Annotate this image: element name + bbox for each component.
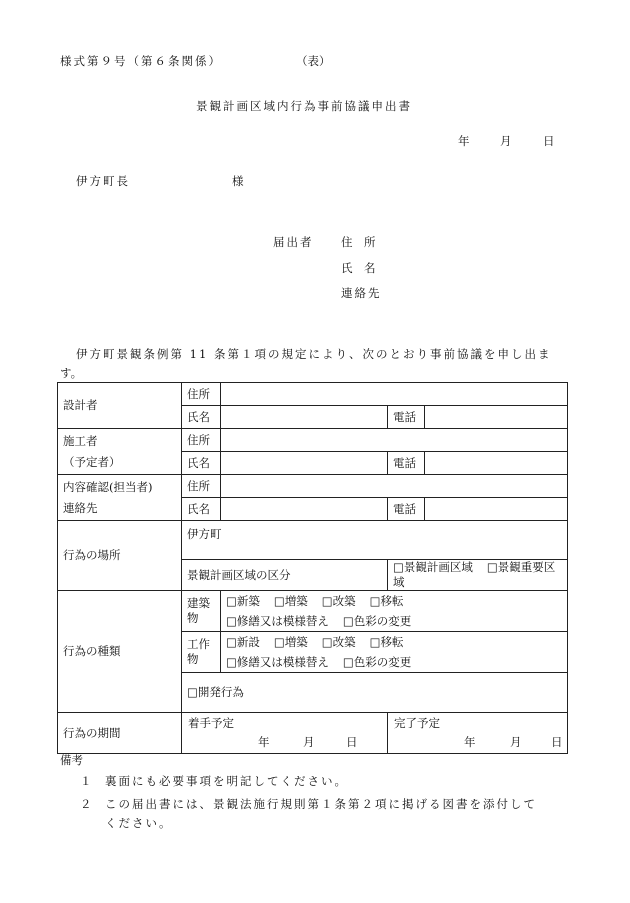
applicant-address-label: 住 所 <box>341 235 376 249</box>
note-1-text: 裏面にも必要事項を明記してください。 <box>105 774 348 788</box>
confirm-sublabel: 連絡先 <box>63 500 98 515</box>
contractor-phone-label: 電話 <box>388 452 425 475</box>
structure-rebuild-checkbox[interactable]: □改築 <box>321 635 356 649</box>
contractor-sublabel: （予定者） <box>63 454 121 469</box>
structure-label: 工作物 <box>182 632 221 673</box>
form-side-label: （表） <box>296 54 331 68</box>
building-relocation-checkbox[interactable]: □移転 <box>369 594 404 608</box>
intro-text-line1: 伊方町景観条例第 11 条第１項の規定により、次のとおり事前協議を申し出ま <box>76 347 552 361</box>
contractor-phone-field[interactable] <box>425 452 568 475</box>
contractor-address-field[interactable] <box>221 429 568 452</box>
structure-new-checkbox[interactable]: □新設 <box>226 635 260 649</box>
date-day-label: 日 <box>543 134 555 148</box>
contractor-name-label: 氏名 <box>182 452 221 475</box>
place-value[interactable]: 伊方町 <box>182 521 568 560</box>
zone-option-landscape-area[interactable]: □景観計画区域 <box>393 560 473 574</box>
contractor-label: 施工者 <box>63 433 98 448</box>
start-year-label: 年 <box>258 735 270 749</box>
form-number: 様式第９号（第６条関係） <box>60 54 222 68</box>
building-repair-checkbox[interactable]: □修繕又は模様替え <box>226 614 329 628</box>
designer-label: 設計者 <box>58 383 182 429</box>
honorific: 様 <box>232 174 244 188</box>
designer-name-field[interactable] <box>221 406 388 429</box>
note-2-text-line1: この届出書には、景観法施行規則第１条第２項に掲げる図書を添付して <box>105 797 537 811</box>
date-month-label: 月 <box>500 134 512 148</box>
structure-color-change-checkbox[interactable]: □色彩の変更 <box>342 655 412 669</box>
building-new-checkbox[interactable]: □新築 <box>226 594 260 608</box>
intro-text-line2: す。 <box>60 366 83 380</box>
confirm-label: 内容確認(担当者) <box>63 479 153 494</box>
contractor-label-cell <box>58 429 182 475</box>
end-year-label: 年 <box>464 735 476 749</box>
designer-name-label: 氏名 <box>182 406 221 429</box>
note-2-number: ２ <box>80 797 92 811</box>
structure-extension-checkbox[interactable]: □増築 <box>273 635 308 649</box>
zone-label: 景観計画区域の区分 <box>182 560 388 591</box>
confirm-address-label: 住所 <box>182 475 221 498</box>
zone-options <box>388 560 568 591</box>
building-extension-checkbox[interactable]: □増築 <box>273 594 308 608</box>
confirm-phone-field[interactable] <box>425 498 568 521</box>
zone-option-important-area[interactable]: □景観重要区域 <box>393 560 556 589</box>
confirm-name-label: 氏名 <box>182 498 221 521</box>
designer-address-label: 住所 <box>182 383 221 406</box>
notes-heading: 備考 <box>60 753 83 767</box>
development-checkbox[interactable]: □開発行為 <box>182 673 568 713</box>
designer-address-field[interactable] <box>221 383 568 406</box>
end-date-cell[interactable] <box>388 713 568 754</box>
designer-phone-label: 電話 <box>388 406 425 429</box>
building-rebuild-checkbox[interactable]: □改築 <box>321 594 356 608</box>
confirm-name-field[interactable] <box>221 498 388 521</box>
structure-relocation-checkbox[interactable]: □移転 <box>369 635 404 649</box>
period-label: 行為の期間 <box>58 713 182 754</box>
addressee: 伊方町長 <box>76 174 130 188</box>
end-date-label: 完了予定 <box>394 716 440 730</box>
note-2-text-line2: ください。 <box>105 816 173 830</box>
contractor-name-field[interactable] <box>221 452 388 475</box>
building-label: 建築物 <box>182 591 221 632</box>
building-color-change-checkbox[interactable]: □色彩の変更 <box>342 614 412 628</box>
applicant-name-label: 氏 名 <box>341 261 376 275</box>
start-date-label: 着手予定 <box>188 716 234 730</box>
note-1-number: １ <box>80 774 92 788</box>
start-day-label: 日 <box>346 735 358 749</box>
end-month-label: 月 <box>510 735 522 749</box>
confirm-address-field[interactable] <box>221 475 568 498</box>
applicant-label: 届出者 <box>273 235 314 249</box>
end-day-label: 日 <box>551 735 563 749</box>
building-options <box>221 591 568 632</box>
confirm-phone-label: 電話 <box>388 498 425 521</box>
structure-repair-checkbox[interactable]: □修繕又は模様替え <box>226 655 329 669</box>
start-date-cell[interactable] <box>182 713 388 754</box>
applicant-contact-label: 連絡先 <box>341 286 382 300</box>
confirm-label-cell <box>58 475 182 521</box>
application-table <box>57 382 568 754</box>
designer-phone-field[interactable] <box>425 406 568 429</box>
type-label: 行為の種類 <box>58 591 182 713</box>
start-month-label: 月 <box>303 735 315 749</box>
structure-options <box>221 632 568 673</box>
document-title: 景観計画区域内行為事前協議申出書 <box>196 99 412 113</box>
place-label: 行為の場所 <box>58 521 182 591</box>
contractor-address-label: 住所 <box>182 429 221 452</box>
date-year-label: 年 <box>458 134 470 148</box>
